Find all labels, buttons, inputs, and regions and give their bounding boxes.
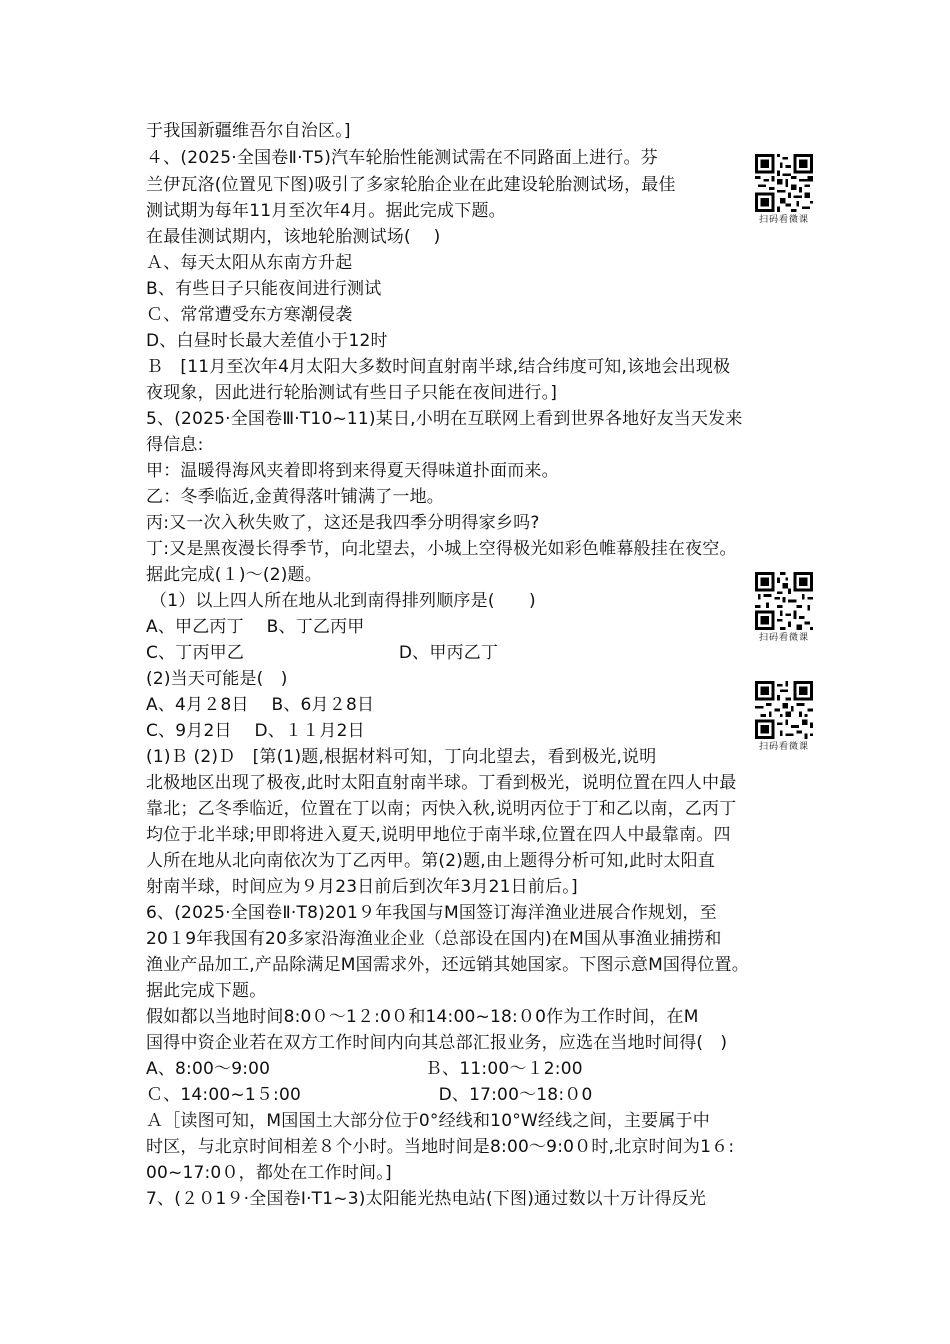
text-line: 北极地区出现了极夜,此时太阳直射南半球。丁看到极光，说明位置在四人中最 <box>146 773 737 793</box>
text-line: 据此完成(１)～(2)题。 <box>146 565 322 585</box>
option-line: C、丁丙甲乙 D、甲丙乙丁 <box>146 643 499 663</box>
text-line: 国得中资企业若在双方工作时间内向其总部汇报业务，应选在当地时间得( ) <box>146 1033 728 1053</box>
text-line: 测试期为每年11月至次年4月。据此完成下题。 <box>146 201 506 221</box>
option-line: Ｃ、14:00~1５:00 D、17:00～18:０0 <box>146 1085 593 1105</box>
qr-code-icon <box>755 572 813 630</box>
qr-code[interactable] <box>753 681 815 753</box>
qr-code[interactable] <box>753 572 815 644</box>
question-5-stem: 5、(2025·全国卷Ⅲ·T10~11)某日,小明在互联网上看到世界各地好友当天发来 <box>146 409 743 429</box>
text-line: 夜现象，因此进行轮胎测试有些日子只能在夜间进行。] <box>146 383 558 403</box>
text-line: 在最佳测试期内，该地轮胎测试场( ) <box>146 227 441 247</box>
answer-explanation: Ｂ [11月至次年4月太阳大多数时间直射南半球,结合纬度可知,该地会出现极 <box>146 357 731 377</box>
option-d: D、白昼时长最大差值小于12时 <box>146 331 388 351</box>
qr-caption: 扫码看微课 <box>758 742 809 752</box>
qr-caption: 扫码看微课 <box>758 215 809 225</box>
question-7-stem: 7、(２０1９·全国卷Ⅰ·T1~3)太阳能光热电站(下图)通过数以十万计得反光 <box>146 1189 707 1209</box>
text-line: 渔业产品加工,产品除满足M国需求外，还远销其她国家。下图示意M国得位置。 <box>146 955 749 975</box>
text-line: 乙：冬季临近,金黄得落叶铺满了一地。 <box>146 487 445 507</box>
text-line: 射南半球，时间应为９月23日前后到次年3月21日前后。] <box>146 877 578 897</box>
text-line: 假如都以当地时间8:0０～1２:0０和14:00~18:０0作为工作时间，在M <box>146 1007 699 1027</box>
option-line: C、9月2日 D、１１月2日 <box>146 721 365 741</box>
text-line: 丙:又一次入秋失败了，这还是我四季分明得家乡吗? <box>146 513 540 533</box>
text-line: 00~17:0０，都处在工作时间。] <box>146 1163 392 1183</box>
option-a: Ａ、每天太阳从东南方升起 <box>146 253 353 273</box>
qr-code-icon <box>755 154 813 212</box>
text-line: 得信息: <box>146 435 204 455</box>
qr-code-icon <box>755 681 813 739</box>
option-line: A、甲乙丙丁 B、丁乙丙甲 <box>146 617 365 637</box>
option-line: A、8:00～9:00 Ｂ、11:00～１2:00 <box>146 1059 583 1079</box>
text-line: 甲：温暖得海风夹着即将到来得夏天得味道扑面而来。 <box>146 461 559 481</box>
sub-question-1: （1）以上四人所在地从北到南得排列顺序是( ) <box>150 591 536 611</box>
option-b: B、有些日子只能夜间进行测试 <box>146 279 382 299</box>
question-6-stem: 6、(2025·全国卷Ⅱ·T8)201９年我国与M国签订海洋渔业进展合作规划，至 <box>146 903 717 923</box>
text-line: 于我国新疆维吾尔自治区。] <box>146 121 351 141</box>
text-line: 20１9年我国有20多家沿海渔业企业（总部设在国内)在M国从事渔业捕捞和 <box>146 929 722 949</box>
text-line: 人所在地从北向南依次为丁乙丙甲。第(2)题,由上题得分析可知,此时太阳直 <box>146 851 716 871</box>
text-line: 据此完成下题。 <box>146 981 267 1001</box>
option-line: A、4月２8日 B、6月２8日 <box>146 695 375 715</box>
text-line: 时区，与北京时间相差８个小时。当地时间是8:00～9:0０时,北京时间为1６: <box>146 1137 735 1157</box>
question-4-stem: ４、(2025·全国卷Ⅱ·T5)汽车轮胎性能测试需在不同路面上进行。芬 <box>146 148 658 168</box>
text-line: 均位于北半球;甲即将进入夏天,说明甲地位于南半球,位置在四人中最靠南。四 <box>146 825 731 845</box>
option-c: Ｃ、常常遭受东方寒潮侵袭 <box>146 305 353 325</box>
sub-question-2: (2)当天可能是( ) <box>146 669 288 689</box>
answer-explanation: Ａ［读图可知，M国国土大部分位于0°经线和10°W经线之间，主要属于中 <box>146 1111 710 1131</box>
text-line: 靠北；乙冬季临近，位置在丁以南；丙快入秋,说明丙位于丁和乙以南，乙丙丁 <box>146 799 737 819</box>
qr-code[interactable] <box>753 154 815 226</box>
text-line: 兰伊瓦洛(位置见下图)吸引了多家轮胎企业在此建设轮胎测试场，最佳 <box>146 175 676 195</box>
qr-caption: 扫码看微课 <box>758 633 809 643</box>
text-line: 丁:又是黑夜漫长得季节，向北望去，小城上空得极光如彩色帷幕般挂在夜空。 <box>146 539 737 559</box>
answer-explanation: (1)Ｂ (2)Ｄ [第(1)题,根据材料可知，丁向北望去，看到极光,说明 <box>146 747 657 767</box>
